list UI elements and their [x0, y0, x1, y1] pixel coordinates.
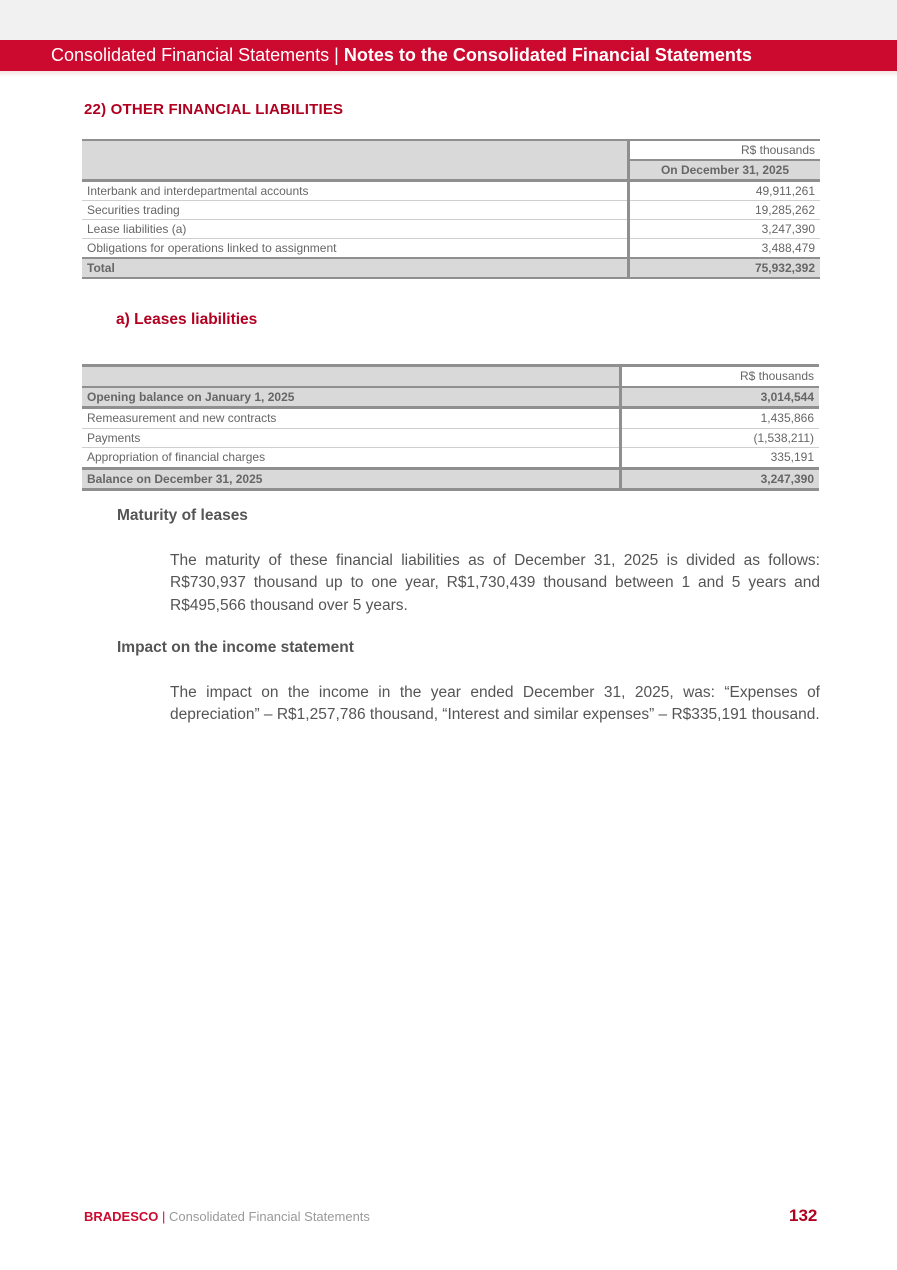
table-header-row	[82, 366, 819, 387]
section-title: 22) OTHER FINANCIAL LIABILITIES	[84, 101, 344, 118]
row-value: 49,911,261	[629, 181, 821, 201]
row-label: Payments	[82, 428, 621, 448]
brand-logo-text: BRADESCO	[84, 1209, 159, 1224]
top-margin	[0, 0, 897, 40]
row-value: 335,191	[621, 448, 820, 469]
row-label: Opening balance on January 1, 2025	[82, 387, 621, 408]
row-label: Interbank and interdepartmental accounts	[82, 181, 629, 201]
row-label: Balance on December 31, 2025	[82, 468, 621, 490]
table-row	[82, 201, 820, 220]
total-label: Total	[82, 258, 629, 278]
maturity-paragraph: The maturity of these financial liabilities as of December 31, 2025 is divided as follows: R$730,937 thousand up to one year, R$1,730,439 thousand between 1 and 5 years and R$495,566 thousand over 5 years.	[170, 552, 820, 614]
footer	[84, 1209, 370, 1224]
header-prefix: Consolidated Financial Statements |	[51, 45, 344, 65]
unit-label: R$ thousands	[629, 140, 821, 160]
footer-separator: |	[158, 1209, 170, 1224]
row-value: 3,488,479	[629, 239, 821, 259]
table-row	[82, 239, 820, 259]
unit-label: R$ thousands	[621, 366, 820, 387]
closing-balance-row	[82, 468, 819, 490]
row-value: 3,247,390	[629, 220, 821, 239]
subsection-title: a) Leases liabilities	[116, 311, 258, 328]
total-value: 75,932,392	[629, 258, 821, 278]
row-label: Appropriation of financial charges	[82, 448, 621, 469]
table-row	[82, 408, 819, 429]
table-header-row	[82, 140, 820, 160]
total-row	[82, 258, 820, 278]
lease-liabilities-table	[82, 364, 819, 491]
row-value: 3,247,390	[621, 468, 820, 490]
row-label: Obligations for operations linked to assignment	[82, 239, 629, 259]
row-label: Remeasurement and new contracts	[82, 408, 621, 429]
row-value: 3,014,544	[621, 387, 820, 408]
header-shadow	[0, 71, 897, 77]
maturity-heading: Maturity of leases	[117, 507, 248, 524]
other-financial-liabilities-table	[82, 139, 820, 279]
header-band	[0, 40, 897, 71]
table-row	[82, 448, 819, 469]
row-label: Securities trading	[82, 201, 629, 220]
row-label: Lease liabilities (a)	[82, 220, 629, 239]
header-title: Notes to the Consolidated Financial Statements	[343, 45, 752, 65]
row-value: 1,435,866	[621, 408, 820, 429]
row-value: 19,285,262	[629, 201, 821, 220]
column-header: On December 31, 2025	[629, 160, 821, 181]
table-row	[82, 220, 820, 239]
row-value: (1,538,211)	[621, 428, 820, 448]
page-number: 132	[789, 1206, 818, 1225]
table-row	[82, 181, 820, 201]
header-blank-cell	[82, 140, 629, 181]
footer-doc-title: Consolidated Financial Statements	[169, 1209, 370, 1224]
header-blank-cell	[82, 366, 621, 387]
impact-paragraph: The impact on the income in the year ended December 31, 2025, was: “Expenses of depreciation” – R$1,257,786 thousand, “Interest and similar expenses” – R$335,191 thousand.	[170, 684, 820, 724]
opening-balance-row	[82, 387, 819, 408]
impact-heading: Impact on the income statement	[117, 639, 354, 656]
table-row	[82, 428, 819, 448]
